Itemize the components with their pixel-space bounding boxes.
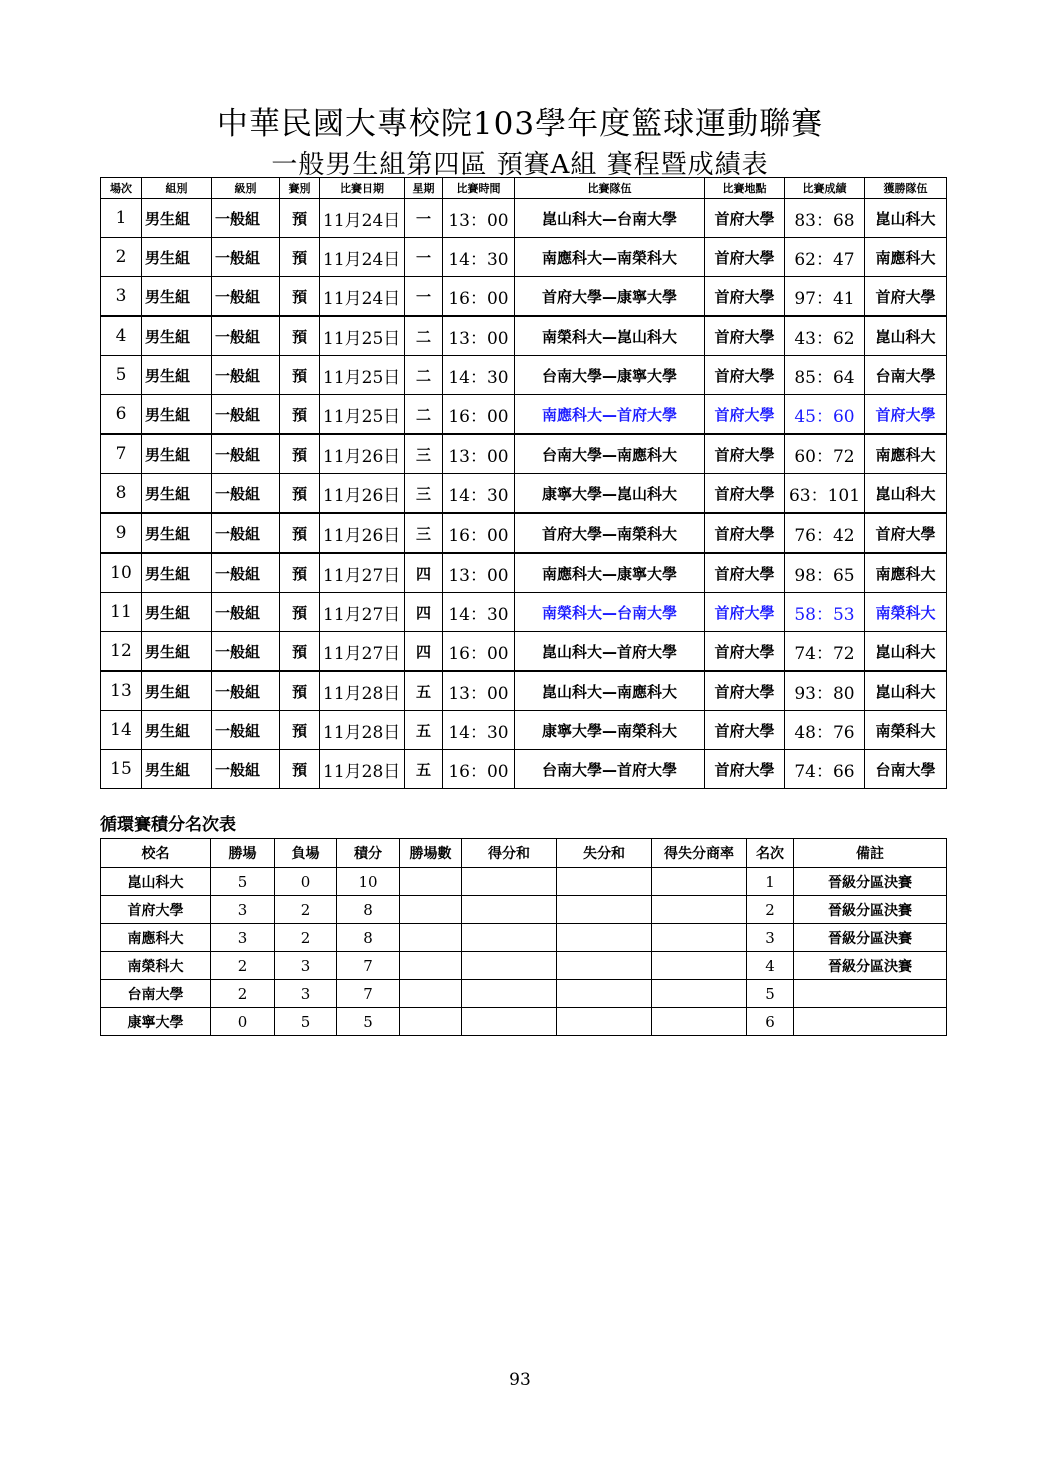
- cell-level: 一般組: [212, 395, 280, 435]
- cell-no: 15: [101, 750, 142, 789]
- cell-teams: 南榮科大—崑山科大: [515, 316, 705, 356]
- cell-points: 7: [337, 952, 400, 980]
- cell-winner: 崑山科大: [865, 199, 947, 238]
- cell-day: 一: [405, 277, 443, 317]
- cell-stage: 預: [280, 199, 320, 238]
- cell-points: 8: [337, 896, 400, 924]
- cell-no: 11: [101, 593, 142, 632]
- table-row: [101, 868, 947, 896]
- cell-no: 4: [101, 316, 142, 356]
- cell-wcount: [400, 980, 462, 1008]
- cell-stage: 預: [280, 553, 320, 593]
- cell-level: 一般組: [212, 199, 280, 238]
- cell-date: 11月27日: [320, 593, 405, 632]
- header-cell: 比賽時間: [443, 178, 515, 199]
- cell-day: 三: [405, 474, 443, 514]
- cell-venue: 首府大學: [705, 553, 785, 593]
- table-row: [101, 896, 947, 924]
- cell-group: 男生組: [142, 395, 212, 435]
- table-row: [101, 711, 947, 750]
- cell-time: 13：00: [443, 199, 515, 238]
- cell-stage: 預: [280, 277, 320, 317]
- cell-venue: 首府大學: [705, 238, 785, 277]
- cell-venue: 首府大學: [705, 434, 785, 474]
- cell-group: 男生組: [142, 671, 212, 711]
- cell-teams: 崑山科大—南應科大: [515, 671, 705, 711]
- cell-school: 康寧大學: [101, 1008, 211, 1036]
- cell-losses: 2: [275, 896, 337, 924]
- cell-wcount: [400, 952, 462, 980]
- cell-wins: 5: [211, 868, 275, 896]
- cell-time: 16：00: [443, 277, 515, 317]
- cell-date: 11月27日: [320, 553, 405, 593]
- header-cell: 組別: [142, 178, 212, 199]
- cell-venue: 首府大學: [705, 316, 785, 356]
- cell-level: 一般組: [212, 356, 280, 395]
- cell-winner: 崑山科大: [865, 671, 947, 711]
- cell-pa: [557, 952, 652, 980]
- cell-date: 11月24日: [320, 277, 405, 317]
- cell-stage: 預: [280, 474, 320, 514]
- cell-rank: 4: [747, 952, 794, 980]
- page-subtitle: 一般男生組第四區 預賽A組 賽程暨成績表: [271, 150, 769, 180]
- cell-date: 11月26日: [320, 474, 405, 514]
- schedule-table: [100, 177, 947, 789]
- cell-note: 晉級分區決賽: [794, 896, 947, 924]
- cell-score: 85：64: [785, 356, 865, 395]
- cell-winner: 南應科大: [865, 434, 947, 474]
- cell-stage: 預: [280, 593, 320, 632]
- cell-score: 83：68: [785, 199, 865, 238]
- header-cell: 比賽成績: [785, 178, 865, 199]
- header-cell: 備註: [794, 839, 947, 868]
- cell-teams: 康寧大學—南榮科大: [515, 711, 705, 750]
- cell-pf: [462, 924, 557, 952]
- cell-venue: 首府大學: [705, 277, 785, 317]
- cell-group: 男生組: [142, 711, 212, 750]
- table-row: [101, 1008, 947, 1036]
- table-row: [101, 316, 947, 356]
- cell-pf: [462, 980, 557, 1008]
- cell-ratio: [652, 868, 747, 896]
- cell-time: 14：30: [443, 711, 515, 750]
- cell-score: 98：65: [785, 553, 865, 593]
- cell-winner: 首府大學: [865, 513, 947, 553]
- cell-no: 10: [101, 553, 142, 593]
- cell-time: 13：00: [443, 671, 515, 711]
- cell-stage: 預: [280, 513, 320, 553]
- cell-stage: 預: [280, 356, 320, 395]
- cell-teams: 崑山科大—台南大學: [515, 199, 705, 238]
- cell-time: 16：00: [443, 750, 515, 789]
- cell-note: 晉級分區決賽: [794, 924, 947, 952]
- cell-group: 男生組: [142, 750, 212, 789]
- cell-score: 45：60: [785, 395, 865, 435]
- cell-no: 7: [101, 434, 142, 474]
- cell-rank: 3: [747, 924, 794, 952]
- cell-level: 一般組: [212, 711, 280, 750]
- cell-score: 43：62: [785, 316, 865, 356]
- cell-no: 9: [101, 513, 142, 553]
- cell-venue: 首府大學: [705, 513, 785, 553]
- cell-no: 2: [101, 238, 142, 277]
- cell-time: 14：30: [443, 593, 515, 632]
- cell-losses: 2: [275, 924, 337, 952]
- cell-level: 一般組: [212, 238, 280, 277]
- cell-no: 8: [101, 474, 142, 514]
- header-cell: 得分和: [462, 839, 557, 868]
- cell-score: 74：72: [785, 632, 865, 672]
- cell-group: 男生組: [142, 356, 212, 395]
- table-row: [101, 593, 947, 632]
- cell-venue: 首府大學: [705, 632, 785, 672]
- table-row: [101, 632, 947, 672]
- cell-level: 一般組: [212, 277, 280, 317]
- cell-level: 一般組: [212, 671, 280, 711]
- cell-ratio: [652, 1008, 747, 1036]
- header-cell: 勝場: [211, 839, 275, 868]
- cell-date: 11月26日: [320, 513, 405, 553]
- header-cell: 負場: [275, 839, 337, 868]
- cell-pf: [462, 868, 557, 896]
- cell-wcount: [400, 896, 462, 924]
- cell-date: 11月24日: [320, 238, 405, 277]
- cell-level: 一般組: [212, 632, 280, 672]
- cell-no: 12: [101, 632, 142, 672]
- table-row: [101, 924, 947, 952]
- cell-venue: 首府大學: [705, 199, 785, 238]
- cell-group: 男生組: [142, 238, 212, 277]
- cell-venue: 首府大學: [705, 671, 785, 711]
- cell-time: 14：30: [443, 238, 515, 277]
- header-cell: 獲勝隊伍: [865, 178, 947, 199]
- cell-rank: 6: [747, 1008, 794, 1036]
- cell-day: 四: [405, 632, 443, 672]
- cell-rank: 1: [747, 868, 794, 896]
- cell-wins: 0: [211, 1008, 275, 1036]
- standings-caption: 循環賽積分名次表: [100, 815, 236, 835]
- table-row: [101, 199, 947, 238]
- cell-score: 60：72: [785, 434, 865, 474]
- cell-no: 5: [101, 356, 142, 395]
- cell-date: 11月26日: [320, 434, 405, 474]
- cell-no: 3: [101, 277, 142, 317]
- cell-date: 11月28日: [320, 711, 405, 750]
- cell-no: 6: [101, 395, 142, 435]
- header-cell: 名次: [747, 839, 794, 868]
- cell-losses: 3: [275, 980, 337, 1008]
- cell-score: 97：41: [785, 277, 865, 317]
- cell-wcount: [400, 1008, 462, 1036]
- cell-pa: [557, 896, 652, 924]
- cell-stage: 預: [280, 632, 320, 672]
- cell-group: 男生組: [142, 277, 212, 317]
- cell-teams: 台南大學—首府大學: [515, 750, 705, 789]
- cell-pa: [557, 1008, 652, 1036]
- cell-time: 16：00: [443, 395, 515, 435]
- cell-stage: 預: [280, 711, 320, 750]
- header-cell: 失分和: [557, 839, 652, 868]
- cell-venue: 首府大學: [705, 711, 785, 750]
- cell-day: 五: [405, 711, 443, 750]
- table-row: [101, 980, 947, 1008]
- cell-stage: 預: [280, 238, 320, 277]
- cell-winner: 南應科大: [865, 238, 947, 277]
- cell-teams: 南應科大—康寧大學: [515, 553, 705, 593]
- cell-score: 62：47: [785, 238, 865, 277]
- table-row: [101, 553, 947, 593]
- cell-group: 男生組: [142, 474, 212, 514]
- page-title: 中華民國大專校院103學年度籃球運動聯賽: [216, 106, 824, 142]
- cell-day: 五: [405, 671, 443, 711]
- cell-teams: 首府大學—南榮科大: [515, 513, 705, 553]
- cell-note: [794, 1008, 947, 1036]
- cell-teams: 康寧大學—崑山科大: [515, 474, 705, 514]
- table-row: [101, 513, 947, 553]
- cell-stage: 預: [280, 434, 320, 474]
- cell-time: 13：00: [443, 553, 515, 593]
- cell-time: 14：30: [443, 474, 515, 514]
- cell-date: 11月27日: [320, 632, 405, 672]
- cell-note: [794, 980, 947, 1008]
- cell-date: 11月24日: [320, 199, 405, 238]
- cell-day: 二: [405, 356, 443, 395]
- cell-pf: [462, 1008, 557, 1036]
- cell-no: 1: [101, 199, 142, 238]
- cell-level: 一般組: [212, 553, 280, 593]
- schedule-header-row: [101, 178, 947, 199]
- cell-level: 一般組: [212, 474, 280, 514]
- table-row: [101, 356, 947, 395]
- cell-day: 五: [405, 750, 443, 789]
- cell-venue: 首府大學: [705, 356, 785, 395]
- cell-wins: 3: [211, 896, 275, 924]
- cell-note: 晉級分區決賽: [794, 868, 947, 896]
- cell-group: 男生組: [142, 316, 212, 356]
- cell-group: 男生組: [142, 632, 212, 672]
- cell-points: 8: [337, 924, 400, 952]
- cell-venue: 首府大學: [705, 593, 785, 632]
- cell-pa: [557, 868, 652, 896]
- cell-score: 63：101: [785, 474, 865, 514]
- cell-date: 11月25日: [320, 395, 405, 435]
- cell-wins: 3: [211, 924, 275, 952]
- cell-day: 四: [405, 553, 443, 593]
- cell-day: 一: [405, 199, 443, 238]
- header-cell: 場次: [101, 178, 142, 199]
- cell-winner: 南榮科大: [865, 593, 947, 632]
- cell-wins: 2: [211, 980, 275, 1008]
- cell-ratio: [652, 924, 747, 952]
- cell-school: 南應科大: [101, 924, 211, 952]
- standings-table: [100, 838, 947, 1036]
- cell-level: 一般組: [212, 593, 280, 632]
- cell-points: 5: [337, 1008, 400, 1036]
- cell-venue: 首府大學: [705, 474, 785, 514]
- header-cell: 積分: [337, 839, 400, 868]
- table-row: [101, 671, 947, 711]
- cell-school: 崑山科大: [101, 868, 211, 896]
- cell-wcount: [400, 924, 462, 952]
- cell-wins: 2: [211, 952, 275, 980]
- cell-winner: 南榮科大: [865, 711, 947, 750]
- cell-note: 晉級分區決賽: [794, 952, 947, 980]
- cell-score: 74：66: [785, 750, 865, 789]
- table-row: [101, 952, 947, 980]
- cell-day: 三: [405, 434, 443, 474]
- header-cell: 校名: [101, 839, 211, 868]
- cell-points: 7: [337, 980, 400, 1008]
- cell-points: 10: [337, 868, 400, 896]
- cell-winner: 台南大學: [865, 356, 947, 395]
- header-cell: 得失分商率: [652, 839, 747, 868]
- cell-ratio: [652, 896, 747, 924]
- cell-day: 二: [405, 316, 443, 356]
- cell-teams: 首府大學—康寧大學: [515, 277, 705, 317]
- header-cell: 比賽隊伍: [515, 178, 705, 199]
- cell-venue: 首府大學: [705, 395, 785, 435]
- cell-score: 58：53: [785, 593, 865, 632]
- cell-rank: 5: [747, 980, 794, 1008]
- header-cell: 賽別: [280, 178, 320, 199]
- cell-teams: 台南大學—康寧大學: [515, 356, 705, 395]
- cell-losses: 5: [275, 1008, 337, 1036]
- cell-pf: [462, 952, 557, 980]
- cell-day: 一: [405, 238, 443, 277]
- cell-no: 13: [101, 671, 142, 711]
- cell-winner: 崑山科大: [865, 474, 947, 514]
- cell-score: 76：42: [785, 513, 865, 553]
- cell-date: 11月25日: [320, 356, 405, 395]
- cell-teams: 南應科大—首府大學: [515, 395, 705, 435]
- cell-ratio: [652, 980, 747, 1008]
- cell-time: 16：00: [443, 513, 515, 553]
- header-cell: 比賽地點: [705, 178, 785, 199]
- cell-date: 11月28日: [320, 671, 405, 711]
- cell-winner: 首府大學: [865, 277, 947, 317]
- cell-stage: 預: [280, 395, 320, 435]
- cell-school: 首府大學: [101, 896, 211, 924]
- standings-header-row: [101, 839, 947, 868]
- cell-group: 男生組: [142, 593, 212, 632]
- cell-winner: 崑山科大: [865, 316, 947, 356]
- cell-winner: 台南大學: [865, 750, 947, 789]
- cell-wcount: [400, 868, 462, 896]
- cell-level: 一般組: [212, 750, 280, 789]
- cell-winner: 首府大學: [865, 395, 947, 435]
- cell-score: 93：80: [785, 671, 865, 711]
- cell-date: 11月25日: [320, 316, 405, 356]
- cell-score: 48：76: [785, 711, 865, 750]
- cell-time: 16：00: [443, 632, 515, 672]
- cell-losses: 3: [275, 952, 337, 980]
- cell-teams: 南應科大—南榮科大: [515, 238, 705, 277]
- cell-school: 南榮科大: [101, 952, 211, 980]
- cell-ratio: [652, 952, 747, 980]
- cell-group: 男生組: [142, 434, 212, 474]
- table-row: [101, 238, 947, 277]
- cell-stage: 預: [280, 671, 320, 711]
- cell-level: 一般組: [212, 513, 280, 553]
- cell-date: 11月28日: [320, 750, 405, 789]
- cell-teams: 崑山科大—首府大學: [515, 632, 705, 672]
- cell-group: 男生組: [142, 199, 212, 238]
- header-cell: 比賽日期: [320, 178, 405, 199]
- header-cell: 星期: [405, 178, 443, 199]
- page-number: 93: [509, 1370, 531, 1390]
- table-row: [101, 434, 947, 474]
- cell-venue: 首府大學: [705, 750, 785, 789]
- table-row: [101, 277, 947, 317]
- table-row: [101, 474, 947, 514]
- cell-group: 男生組: [142, 513, 212, 553]
- cell-no: 14: [101, 711, 142, 750]
- cell-level: 一般組: [212, 316, 280, 356]
- cell-stage: 預: [280, 750, 320, 789]
- cell-losses: 0: [275, 868, 337, 896]
- cell-time: 14：30: [443, 356, 515, 395]
- cell-pa: [557, 924, 652, 952]
- cell-day: 二: [405, 395, 443, 435]
- header-cell: 勝場數: [400, 839, 462, 868]
- cell-winner: 崑山科大: [865, 632, 947, 672]
- cell-day: 四: [405, 593, 443, 632]
- cell-day: 三: [405, 513, 443, 553]
- cell-teams: 台南大學—南應科大: [515, 434, 705, 474]
- cell-level: 一般組: [212, 434, 280, 474]
- cell-time: 13：00: [443, 434, 515, 474]
- cell-winner: 南應科大: [865, 553, 947, 593]
- cell-rank: 2: [747, 896, 794, 924]
- header-cell: 級別: [212, 178, 280, 199]
- cell-teams: 南榮科大—台南大學: [515, 593, 705, 632]
- table-row: [101, 395, 947, 435]
- cell-pa: [557, 980, 652, 1008]
- cell-pf: [462, 896, 557, 924]
- cell-time: 13：00: [443, 316, 515, 356]
- table-row: [101, 750, 947, 789]
- cell-stage: 預: [280, 316, 320, 356]
- cell-group: 男生組: [142, 553, 212, 593]
- cell-school: 台南大學: [101, 980, 211, 1008]
